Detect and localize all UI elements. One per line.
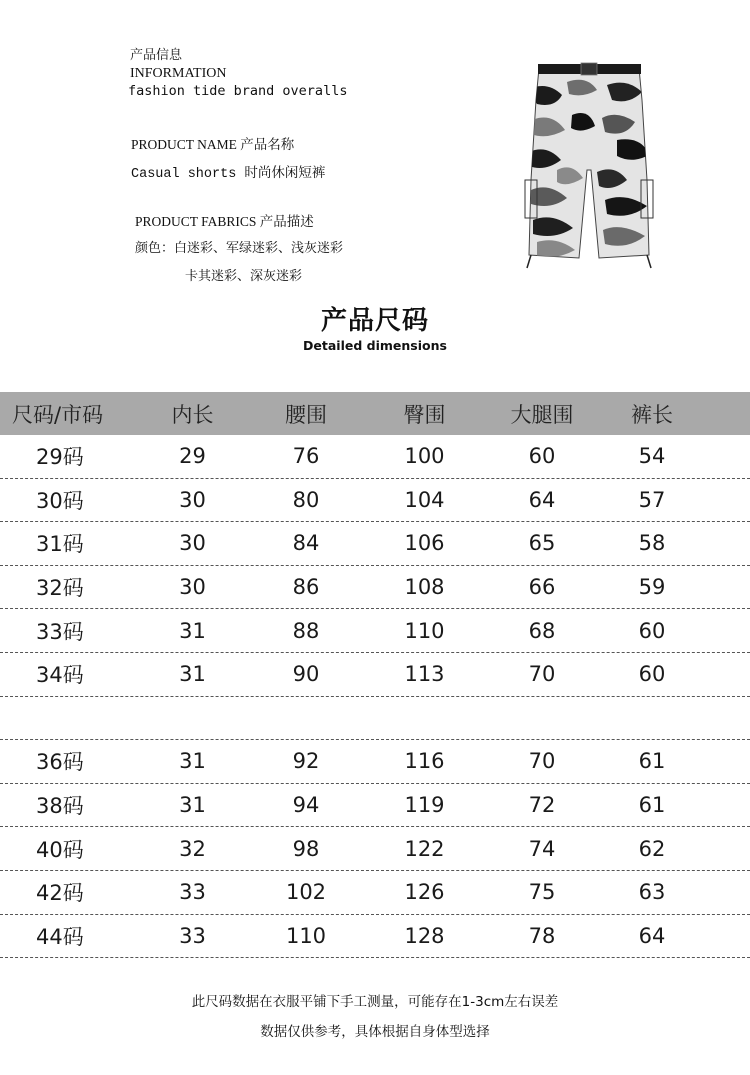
header-length: 裤长 — [631, 402, 673, 427]
cell-inseam: 30 — [179, 531, 206, 556]
table-body — [0, 435, 750, 958]
cell-waist: 110 — [285, 923, 327, 948]
header-waist: 腰围 — [285, 402, 327, 427]
table-row — [0, 915, 750, 959]
cell-hip: 100 — [404, 444, 445, 469]
cell-length: 58 — [638, 531, 666, 556]
cell-thigh: 78 — [528, 923, 556, 948]
cell-hip: 122 — [404, 836, 445, 861]
cell-inseam: 33 — [179, 880, 206, 905]
cell-length: 62 — [638, 836, 666, 861]
cell-waist: 84 — [292, 531, 320, 556]
cell-thigh: 70 — [528, 662, 556, 687]
cell-hip: 110 — [404, 618, 445, 643]
cell-waist: 80 — [292, 487, 320, 512]
cell-waist: 92 — [292, 749, 320, 774]
table-header — [0, 392, 750, 435]
cell-hip: 128 — [404, 923, 445, 948]
header-size: 尺码/市码 — [12, 402, 104, 427]
product-name-value: Casual shorts 时尚休闲短裤 — [131, 167, 326, 182]
table-row — [0, 522, 750, 566]
table-row — [0, 871, 750, 915]
info-heading-en: INFORMATION — [130, 66, 227, 81]
cell-inseam: 31 — [179, 749, 206, 774]
footnote-measurement: 此尺码数据在衣服平铺下手工测量，可能存在1-3cm左右误差 — [191, 994, 559, 1010]
product-fabrics-label: PRODUCT FABRICS 产品描述 — [135, 214, 314, 229]
product-photo — [517, 60, 662, 275]
cell-waist: 90 — [292, 662, 320, 687]
section-title: 产品尺码 — [320, 306, 429, 336]
cell-waist: 98 — [292, 836, 320, 861]
cell-inseam: 31 — [179, 662, 206, 687]
cell-thigh: 72 — [528, 793, 556, 818]
cell-thigh: 68 — [528, 618, 556, 643]
cell-thigh: 65 — [528, 531, 556, 556]
cell-size: 33码 — [36, 619, 84, 644]
table-row — [0, 653, 750, 697]
cell-hip: 119 — [404, 793, 445, 818]
table-row — [0, 479, 750, 523]
cell-length: 61 — [638, 793, 666, 818]
cell-inseam: 29 — [179, 444, 206, 469]
cell-hip: 113 — [404, 662, 445, 687]
cell-inseam: 31 — [179, 793, 206, 818]
table-row — [0, 697, 750, 741]
product-colors-line1: 颜色：白迷彩、军绿迷彩、浅灰迷彩 — [135, 241, 344, 256]
cell-size: 38码 — [36, 794, 84, 819]
cell-thigh: 74 — [528, 836, 556, 861]
header-inseam: 内长 — [171, 402, 214, 427]
product-colors-line2: 卡其迷彩、深灰迷彩 — [185, 269, 303, 284]
table-row — [0, 784, 750, 828]
cell-hip: 126 — [404, 880, 445, 905]
cell-thigh: 70 — [528, 749, 556, 774]
footnote-reference: 数据仅供参考，具体根据自身体型选择 — [260, 1024, 490, 1040]
cell-hip: 104 — [404, 487, 445, 512]
cell-inseam: 30 — [179, 575, 206, 600]
cell-size: 40码 — [36, 837, 84, 862]
cell-thigh: 75 — [528, 880, 556, 905]
cell-hip: 106 — [404, 531, 445, 556]
table-row — [0, 740, 750, 784]
cell-waist: 102 — [285, 880, 327, 905]
cell-size: 34码 — [36, 663, 84, 688]
cell-inseam: 30 — [179, 487, 206, 512]
header-thigh: 大腿围 — [510, 402, 574, 427]
info-heading-cn: 产品信息 — [130, 48, 183, 63]
cell-length: 60 — [638, 662, 666, 687]
info-tagline: fashion tide brand overalls — [128, 83, 348, 99]
cell-waist: 88 — [292, 618, 320, 643]
product-name-label: PRODUCT NAME 产品名称 — [131, 137, 295, 152]
cell-size: 29码 — [36, 445, 84, 470]
header-hip: 臀围 — [403, 402, 446, 427]
table-row — [0, 435, 750, 479]
cell-length: 54 — [638, 444, 666, 469]
cell-length: 64 — [638, 923, 666, 948]
cell-thigh: 60 — [528, 444, 556, 469]
cell-size: 42码 — [36, 881, 84, 906]
cell-length: 60 — [638, 618, 666, 643]
cell-size: 44码 — [36, 924, 84, 949]
cell-length: 63 — [638, 880, 666, 905]
cell-waist: 94 — [292, 793, 320, 818]
cell-hip: 116 — [404, 749, 445, 774]
cell-waist: 86 — [292, 575, 320, 600]
section-subtitle: Detailed dimensions — [303, 338, 447, 353]
cell-inseam: 31 — [179, 618, 206, 643]
cell-thigh: 64 — [528, 487, 556, 512]
cell-inseam: 32 — [179, 836, 206, 861]
cell-hip: 108 — [404, 575, 445, 600]
table-row — [0, 827, 750, 871]
cell-length: 57 — [638, 487, 666, 512]
size-table — [0, 392, 750, 958]
cell-thigh: 66 — [528, 575, 556, 600]
table-row — [0, 609, 750, 653]
cell-waist: 76 — [292, 444, 320, 469]
table-row — [0, 566, 750, 610]
cell-size: 36码 — [36, 750, 84, 775]
cell-length: 59 — [638, 575, 666, 600]
cell-size: 32码 — [36, 576, 84, 601]
cell-size: 31码 — [36, 532, 84, 557]
cell-inseam: 33 — [179, 923, 206, 948]
cell-size: 30码 — [36, 488, 84, 513]
cell-length: 61 — [638, 749, 666, 774]
